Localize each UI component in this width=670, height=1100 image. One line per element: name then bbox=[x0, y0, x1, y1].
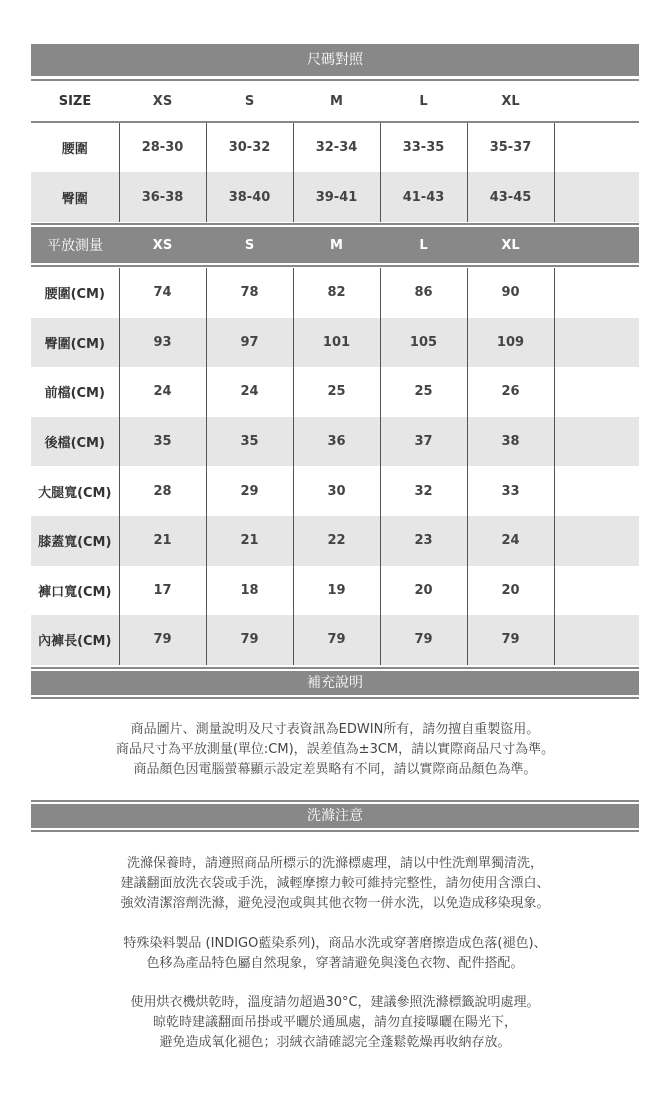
table-cell: 29 bbox=[206, 466, 293, 516]
table-cell: 97 bbox=[206, 318, 293, 368]
notes-line: 商品顏色因電腦螢幕顯示設定差異略有不同，請以實際商品顏色為準。 bbox=[133, 762, 537, 777]
table-cell: 26 bbox=[467, 367, 554, 417]
care-line: 色移為產品特色屬自然現象，穿著請避免與淺色衣物、配件搭配。 bbox=[146, 956, 524, 971]
flat-measure-table bbox=[31, 227, 639, 263]
empty-cell bbox=[554, 516, 639, 566]
empty-cell bbox=[554, 417, 639, 467]
notes-line: 商品尺寸為平放測量(單位:CM)，誤差值為±3CM，請以實際商品尺寸為準。 bbox=[115, 742, 555, 757]
table-cell: 101 bbox=[293, 318, 380, 368]
table-cell: 20 bbox=[467, 566, 554, 616]
empty-cell bbox=[554, 615, 639, 665]
divider bbox=[31, 223, 639, 225]
table-cell: 90 bbox=[467, 268, 554, 318]
notes-title: 補充說明 bbox=[307, 675, 363, 691]
table-cell: 39-41 bbox=[293, 172, 380, 222]
size-chart-table bbox=[31, 81, 639, 121]
table-cell: 79 bbox=[467, 615, 554, 665]
table-cell: 79 bbox=[206, 615, 293, 665]
table-cell: 33 bbox=[467, 466, 554, 516]
header-cell: M bbox=[293, 227, 380, 263]
care-line: 使用烘衣機烘乾時，溫度請勿超過30°C，建議參照洗滌標籤說明處理。 bbox=[130, 995, 540, 1010]
header-cell: L bbox=[419, 93, 428, 109]
empty-cell bbox=[554, 318, 639, 368]
table-cell: 24 bbox=[467, 516, 554, 566]
table-cell: 36-38 bbox=[119, 172, 206, 222]
empty-cell bbox=[554, 81, 639, 121]
table-cell: 25 bbox=[293, 367, 380, 417]
table-cell: 79 bbox=[119, 615, 206, 665]
row-label: 褲口寬(CM) bbox=[31, 566, 119, 616]
table-cell: 23 bbox=[380, 516, 467, 566]
divider bbox=[31, 800, 639, 802]
table-cell: 30 bbox=[293, 466, 380, 516]
table-cell: 20 bbox=[380, 566, 467, 616]
care-line: 特殊染料製品 (INDIGO藍染系列)，商品水洗或穿著磨擦造成色落(褪色)、 bbox=[123, 936, 547, 951]
size-chart-header-row bbox=[31, 81, 639, 121]
empty-cell bbox=[554, 566, 639, 616]
table-cell: 38 bbox=[467, 417, 554, 467]
table-cell: 21 bbox=[119, 516, 206, 566]
table-cell: 78 bbox=[206, 268, 293, 318]
table-cell: 35 bbox=[206, 417, 293, 467]
flat-measure-header-row bbox=[31, 227, 639, 263]
row-label: 內褲長(CM) bbox=[31, 615, 119, 665]
table-cell: 28-30 bbox=[119, 123, 206, 172]
size-chart-title: 尺碼對照 bbox=[307, 52, 363, 68]
size-chart-body bbox=[31, 123, 639, 222]
table-cell: 35-37 bbox=[467, 123, 554, 172]
empty-cell bbox=[554, 466, 639, 516]
divider bbox=[31, 830, 639, 832]
table-cell: 18 bbox=[206, 566, 293, 616]
row-label: 臀圍 bbox=[31, 172, 119, 222]
row-label: 前檔(CM) bbox=[31, 367, 119, 417]
header-cell: XL bbox=[501, 93, 520, 109]
header-cell: M bbox=[330, 93, 343, 109]
table-cell: 32-34 bbox=[293, 123, 380, 172]
table-row bbox=[31, 566, 639, 616]
divider bbox=[31, 667, 639, 669]
header-cell: 平放測量 bbox=[31, 227, 119, 263]
table-row bbox=[31, 318, 639, 368]
table-row bbox=[31, 123, 639, 172]
row-label: 大腿寬(CM) bbox=[31, 466, 119, 516]
row-label: 腰圍(CM) bbox=[31, 268, 119, 318]
care-line: 避免造成氧化褪色；羽絨衣請確認完全蓬鬆乾燥再收納存放。 bbox=[159, 1035, 511, 1050]
table-row bbox=[31, 417, 639, 467]
care-line: 洗滌保養時，請遵照商品所標示的洗滌標處理，請以中性洗劑單獨清洗， bbox=[126, 856, 543, 871]
table-row bbox=[31, 516, 639, 566]
table-cell: 93 bbox=[119, 318, 206, 368]
table-cell: 82 bbox=[293, 268, 380, 318]
empty-cell bbox=[554, 172, 639, 222]
table-cell: 21 bbox=[206, 516, 293, 566]
table-cell: 105 bbox=[380, 318, 467, 368]
care-line: 晾乾時建議翻面吊掛或平曬於通風處，請勿直接曝曬在陽光下， bbox=[152, 1015, 517, 1030]
table-cell: 35 bbox=[119, 417, 206, 467]
notes-line: 商品圖片、測量說明及尺寸表資訊為EDWIN所有，請勿擅自重製盜用。 bbox=[130, 722, 540, 737]
table-cell: 37 bbox=[380, 417, 467, 467]
header-cell: XS bbox=[119, 227, 206, 263]
empty-cell bbox=[554, 123, 639, 172]
divider bbox=[31, 265, 639, 267]
care-paragraph-3 bbox=[31, 993, 639, 1053]
table-row bbox=[31, 615, 639, 665]
header-cell: L bbox=[380, 227, 467, 263]
table-cell: 79 bbox=[293, 615, 380, 665]
table-cell: 86 bbox=[380, 268, 467, 318]
table-cell: 25 bbox=[380, 367, 467, 417]
care-line: 強效清潔溶劑洗滌，避免浸泡或與其他衣物一併水洗，以免造成移染現象。 bbox=[120, 896, 550, 911]
table-row bbox=[31, 367, 639, 417]
header-cell: XS bbox=[152, 93, 173, 109]
table-row bbox=[31, 466, 639, 516]
table-cell: 28 bbox=[119, 466, 206, 516]
table-cell: 33-35 bbox=[380, 123, 467, 172]
care-paragraph-2 bbox=[31, 934, 639, 974]
table-cell: 32 bbox=[380, 466, 467, 516]
header-cell: S bbox=[244, 93, 255, 109]
notes-title-bar bbox=[31, 671, 639, 695]
table-cell: 24 bbox=[119, 367, 206, 417]
header-cell: S bbox=[206, 227, 293, 263]
row-label: 腰圍 bbox=[31, 123, 119, 172]
table-cell: 19 bbox=[293, 566, 380, 616]
table-cell: 22 bbox=[293, 516, 380, 566]
table-cell: 30-32 bbox=[206, 123, 293, 172]
empty-cell bbox=[554, 367, 639, 417]
divider bbox=[31, 697, 639, 699]
table-cell: 79 bbox=[380, 615, 467, 665]
row-label: 後檔(CM) bbox=[31, 417, 119, 467]
care-title: 洗滌注意 bbox=[307, 808, 363, 824]
table-cell: 17 bbox=[119, 566, 206, 616]
header-cell: XL bbox=[467, 227, 554, 263]
table-cell: 36 bbox=[293, 417, 380, 467]
table-cell: 74 bbox=[119, 268, 206, 318]
row-label: 臀圍(CM) bbox=[31, 318, 119, 368]
care-title-bar bbox=[31, 804, 639, 828]
table-row bbox=[31, 268, 639, 318]
table-cell: 24 bbox=[206, 367, 293, 417]
care-paragraph-1 bbox=[31, 854, 639, 914]
table-cell: 109 bbox=[467, 318, 554, 368]
empty-cell bbox=[554, 227, 639, 263]
table-cell: 43-45 bbox=[467, 172, 554, 222]
table-row bbox=[31, 172, 639, 222]
notes-text bbox=[31, 720, 639, 780]
empty-cell bbox=[554, 268, 639, 318]
care-line: 建議翻面放洗衣袋或手洗，減輕摩擦力較可維持完整性，請勿使用含漂白、 bbox=[120, 876, 550, 891]
row-label: 膝蓋寬(CM) bbox=[31, 516, 119, 566]
table-cell: 38-40 bbox=[206, 172, 293, 222]
flat-measure-body bbox=[31, 268, 639, 665]
size-chart-title-bar bbox=[31, 44, 639, 76]
table-cell: 41-43 bbox=[380, 172, 467, 222]
header-cell: SIZE bbox=[58, 93, 92, 109]
